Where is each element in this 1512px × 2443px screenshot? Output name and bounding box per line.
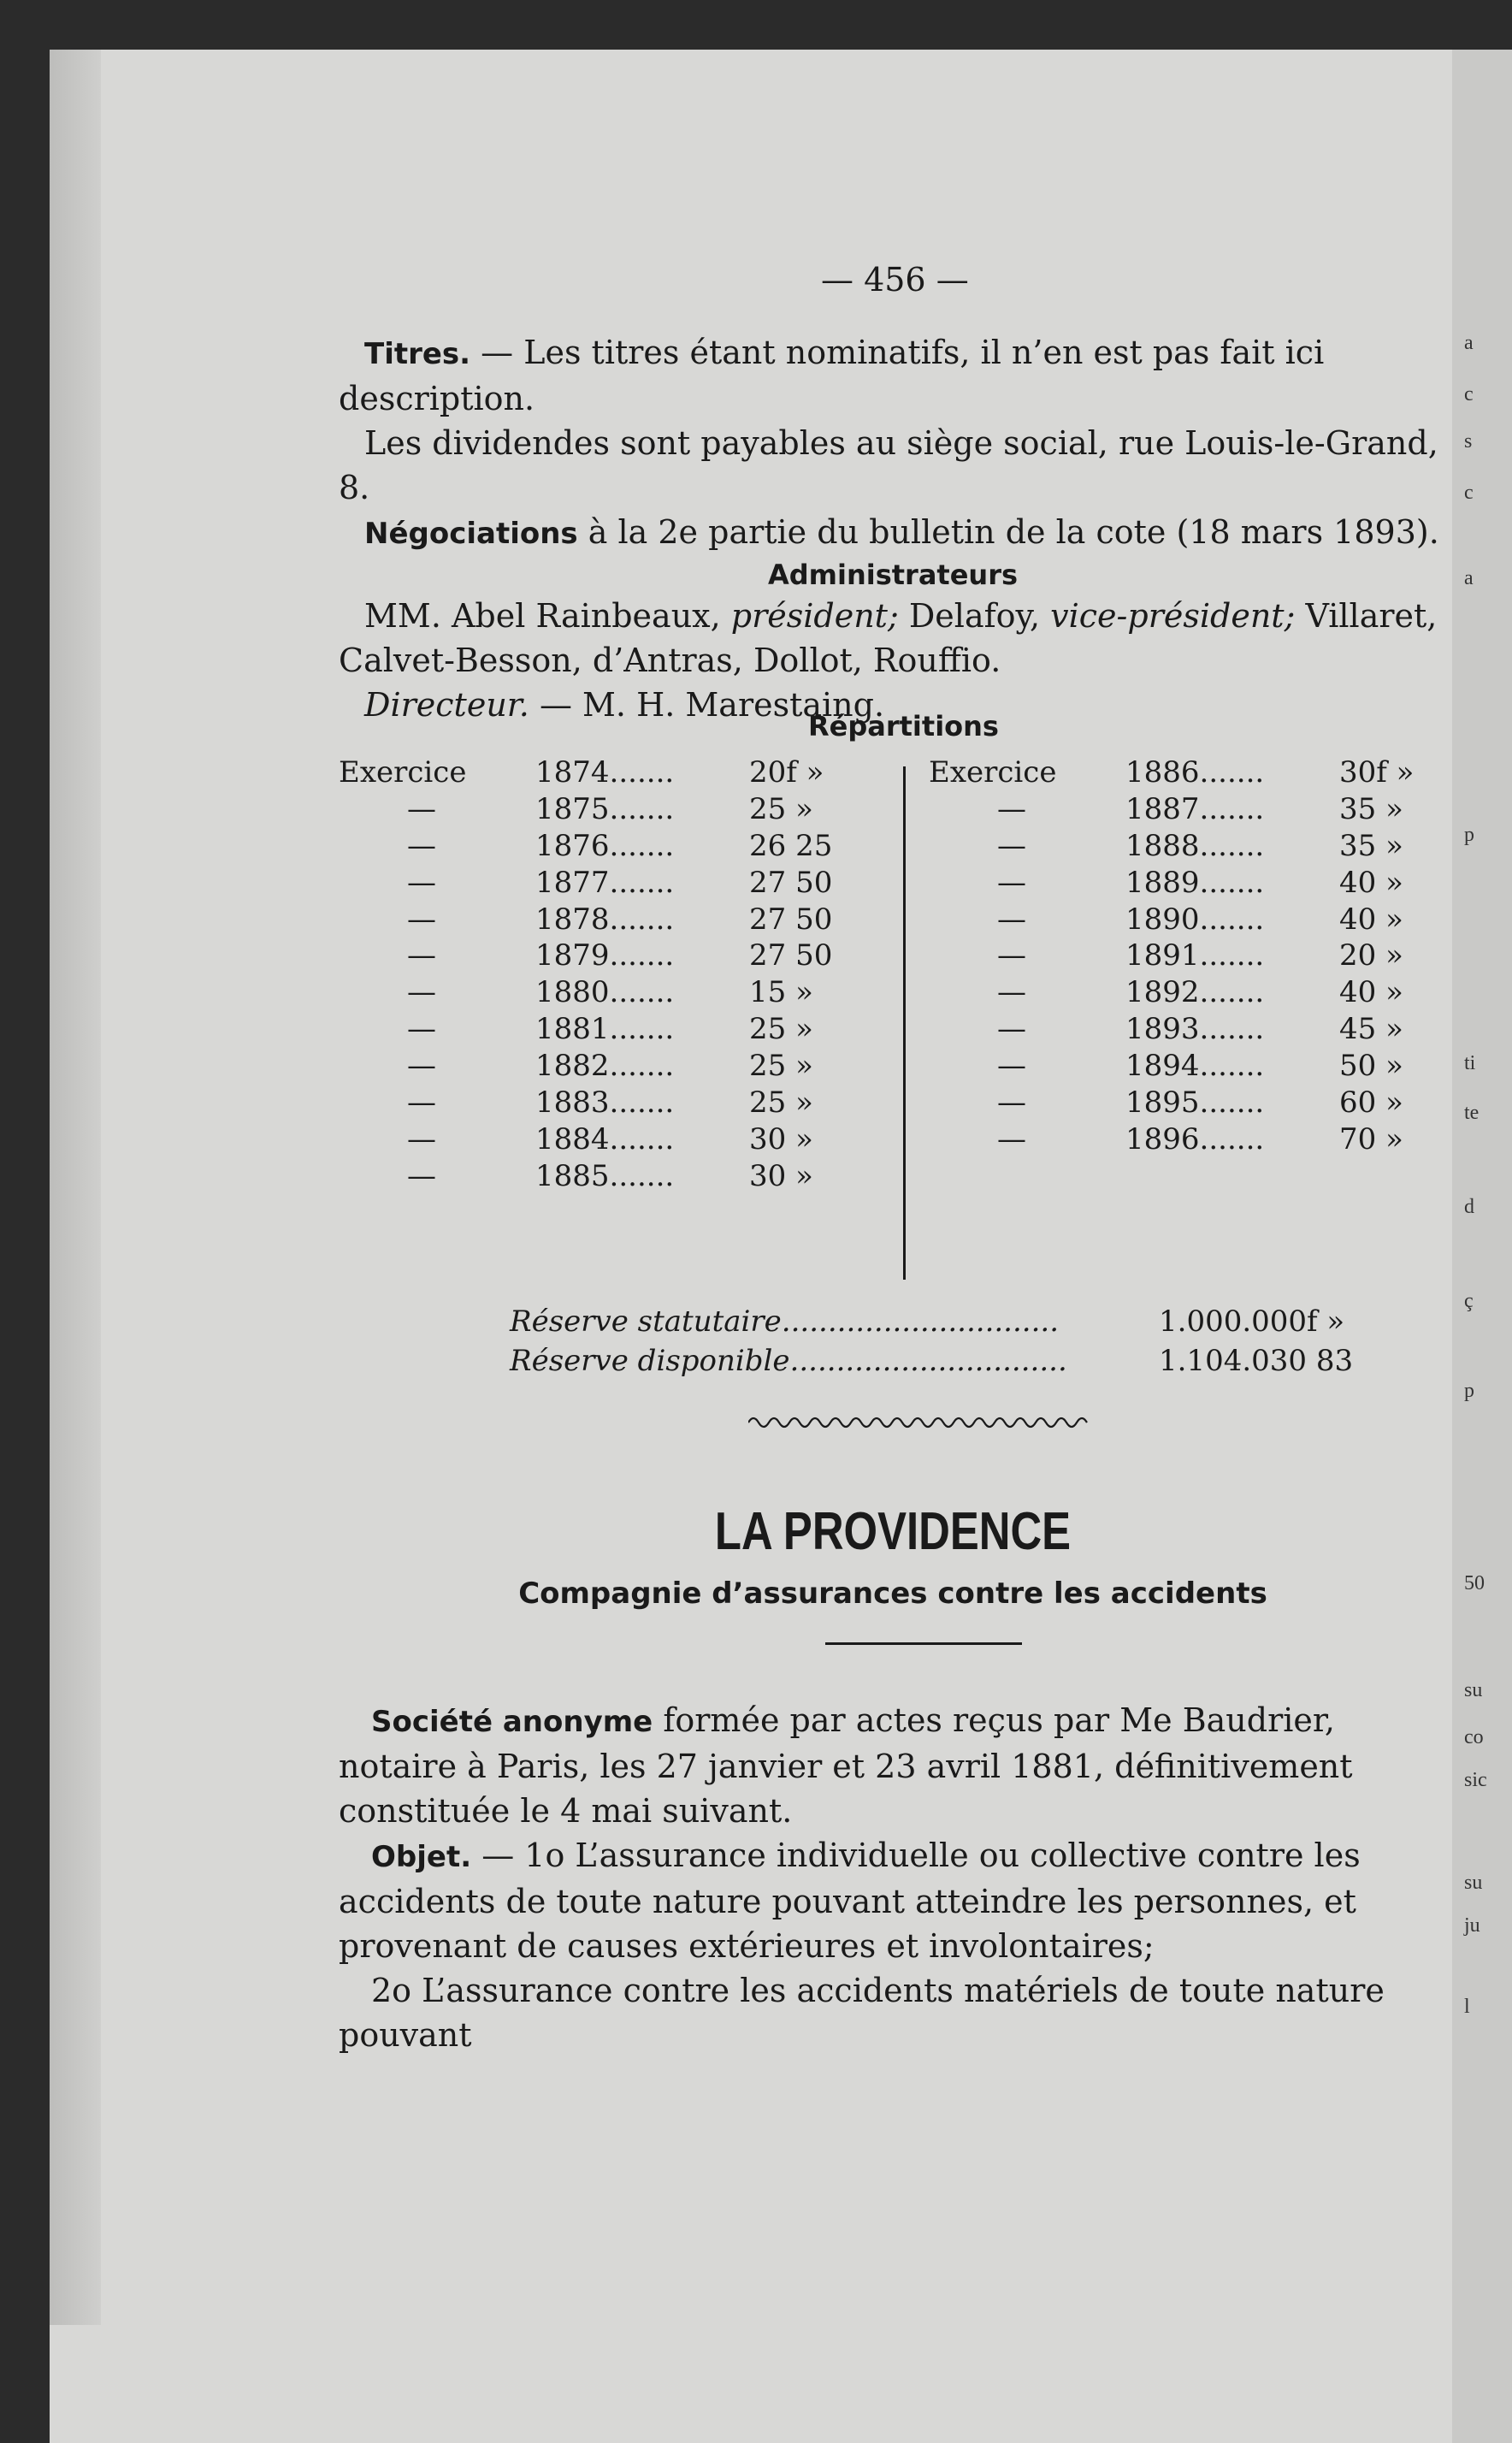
titres-paragraph [339, 330, 1447, 421]
repartition-label: — [407, 1085, 436, 1121]
repartition-value: 27 50 [749, 938, 833, 973]
facing-fragment: co [1464, 1726, 1484, 1748]
reserve-disponible [510, 1344, 1067, 1378]
administrateurs-heading: Administrateurs [767, 559, 1019, 591]
repartition-year: 1888....... [1125, 828, 1265, 863]
repartition-year: 1877....... [535, 865, 675, 900]
titres-text: — Les titres étant nominatifs, il n’en est pas fait ici description. [339, 334, 1325, 417]
repartition-value: 40 » [1339, 902, 1403, 937]
company-subtitle: Compagnie d’assurances contre les accidents [518, 1576, 1267, 1611]
facing-fragment: c [1464, 482, 1474, 504]
reserve-statutaire [510, 1304, 1059, 1339]
repartition-year: 1879....... [535, 938, 675, 973]
repartition-row [339, 938, 895, 974]
title-rule [825, 1642, 1022, 1645]
repartition-row [929, 754, 1459, 791]
facing-fragment: l [1464, 1996, 1470, 2018]
repartition-row [339, 1158, 895, 1195]
column-divider [903, 766, 906, 1280]
facing-page-edge [1452, 50, 1512, 2443]
repartition-row [929, 1085, 1459, 1121]
reserve-disponible-label: Réserve disponible.............................. [510, 1344, 1067, 1378]
repartitions-heading: Répartitions [808, 710, 999, 742]
repartition-value: 35 » [1339, 791, 1403, 826]
repartition-year: 1884....... [535, 1121, 675, 1156]
repartition-row [339, 1085, 895, 1121]
repartition-label: — [997, 902, 1026, 937]
repartition-label: — [407, 1121, 436, 1156]
facing-fragment: c [1464, 383, 1474, 405]
repartition-value: 50 » [1339, 1049, 1403, 1084]
negociations-lead: Négociations [364, 517, 578, 551]
repartition-label: — [407, 1158, 436, 1193]
facing-fragment: a [1464, 332, 1474, 354]
repartition-year: 1892....... [1125, 975, 1265, 1010]
repartition-value: 30 » [749, 1121, 813, 1156]
repartition-row [929, 974, 1459, 1011]
repartition-row [929, 828, 1459, 865]
repartition-year: 1878....... [535, 902, 675, 937]
repartition-label: — [407, 1012, 436, 1047]
repartition-row [929, 1011, 1459, 1048]
repartition-year: 1882....... [535, 1049, 675, 1084]
company-title: LA PROVIDENCE [714, 1502, 1072, 1561]
facing-fragment: ç [1464, 1290, 1474, 1312]
repartition-value: 70 » [1339, 1121, 1403, 1156]
repartition-label: — [407, 791, 436, 826]
repartition-label: — [997, 938, 1026, 973]
repartition-value: 20 » [1339, 938, 1403, 973]
admin-mid: Delafoy, [898, 597, 1051, 635]
facing-fragment: p [1464, 1380, 1474, 1402]
titres-lead: Titres. [364, 337, 471, 371]
administrateurs-paragraph [339, 594, 1447, 683]
repartition-year: 1894....... [1125, 1049, 1265, 1084]
facing-fragment: p [1464, 824, 1474, 846]
repartition-value: 25 » [749, 1085, 813, 1121]
repartition-label: — [407, 865, 436, 900]
negociations-text: à la 2e partie du bulletin de la cote (18 mars 1893). [577, 513, 1439, 551]
wavy-separator [748, 1413, 1090, 1432]
repartition-row [929, 865, 1459, 902]
repartition-row [339, 902, 895, 938]
repartition-value: 35 » [1339, 828, 1403, 863]
facing-fragment: su [1464, 1872, 1483, 1894]
repartition-label: Exercice [339, 755, 467, 790]
repartition-year: 1893....... [1125, 1012, 1265, 1047]
repartition-value: 27 50 [749, 865, 833, 900]
repartition-row [339, 791, 895, 828]
company-paragraphs [339, 1698, 1447, 2057]
repartition-year: 1887....... [1125, 791, 1265, 826]
facing-fragment: su [1464, 1679, 1483, 1701]
repartition-row [339, 974, 895, 1011]
repartition-year: 1875....... [535, 791, 675, 826]
repartition-value: 45 » [1339, 1012, 1403, 1047]
repartition-label: — [997, 1012, 1026, 1047]
repartition-value: 30 » [749, 1158, 813, 1193]
repartition-value: 27 50 [749, 902, 833, 937]
repartition-label: — [997, 1049, 1026, 1084]
directeur-text: — M. H. Marestaing. [529, 686, 885, 724]
facing-fragment: sic [1464, 1769, 1487, 1791]
repartitions-left-column [339, 754, 895, 1195]
dividendes-paragraph: Les dividendes sont payables au siège social, rue Louis-le-Grand, 8. [339, 424, 1438, 506]
repartition-value: 15 » [749, 975, 813, 1010]
repartition-year: 1895....... [1125, 1085, 1265, 1121]
repartitions-right-column [929, 754, 1459, 1158]
top-paragraphs [339, 330, 1447, 727]
reserve-disponible-value: 1.104.030 83 [1159, 1344, 1354, 1378]
repartition-label: — [997, 828, 1026, 863]
repartition-label: — [407, 828, 436, 863]
repartition-year: 1880....... [535, 975, 675, 1010]
admin-role-president: président; [730, 597, 899, 635]
repartition-row [339, 754, 895, 791]
repartition-label: — [407, 1049, 436, 1084]
directeur-label: Directeur. [364, 686, 529, 724]
reserve-statutaire-label: Réserve statutaire.............................. [510, 1304, 1060, 1339]
facing-fragment: ju [1464, 1914, 1480, 1937]
objet-lead: Objet. [371, 1840, 472, 1874]
repartition-label: — [997, 791, 1026, 826]
repartition-value: 26 25 [749, 828, 833, 863]
repartition-row [929, 1121, 1459, 1158]
repartition-label: — [997, 865, 1026, 900]
admin-prefix: MM. Abel Rainbeaux, [364, 597, 731, 635]
admin-rest: Villaret, Calvet-Besson, d’Antras, Dollot, Rouffio. [339, 597, 1438, 679]
facing-fragment: te [1464, 1102, 1480, 1124]
repartition-row [339, 1121, 895, 1158]
repartition-row [339, 828, 895, 865]
repartition-year: 1896....... [1125, 1121, 1265, 1156]
facing-fragment: d [1464, 1196, 1474, 1218]
admin-role-vice-president: vice-président; [1050, 597, 1296, 635]
repartition-label: — [997, 1121, 1026, 1156]
repartition-value: 25 » [749, 1012, 813, 1047]
repartition-label: — [407, 975, 436, 1010]
facing-fragment: s [1464, 430, 1473, 453]
repartition-row [929, 938, 1459, 974]
societe-text: formée par actes reçus par Me Baudrier, notaire à Paris, les 27 janvier et 23 avril 1881, définitivement constituée le 4 mai suivant. [339, 1701, 1353, 1830]
societe-paragraph [339, 1698, 1447, 1833]
page-edge [50, 50, 101, 2325]
repartition-year: 1886....... [1125, 755, 1265, 790]
repartition-year: 1890....... [1125, 902, 1265, 937]
repartition-row [339, 1011, 895, 1048]
objet-text: — 1o L’assurance individuelle ou collective contre les accidents de toute nature pouvant atteindre les personnes, et provenant de causes extérieures et involontaires; [339, 1837, 1361, 1965]
repartition-year: 1881....... [535, 1012, 675, 1047]
repartition-year: 1876....... [535, 828, 675, 863]
repartition-value: 20f » [749, 755, 824, 790]
repartition-year: 1889....... [1125, 865, 1265, 900]
objet-paragraph [339, 1833, 1447, 1968]
repartition-value: 30f » [1339, 755, 1415, 790]
repartition-value: 60 » [1339, 1085, 1403, 1121]
repartition-label: — [997, 1085, 1026, 1121]
facing-fragment: 50 [1464, 1572, 1485, 1594]
repartition-value: 40 » [1339, 975, 1403, 1010]
page-number: — 456 — [821, 261, 969, 299]
repartition-row [929, 791, 1459, 828]
repartition-year: 1874....... [535, 755, 675, 790]
repartition-value: 25 » [749, 1049, 813, 1084]
repartition-label: — [407, 938, 436, 973]
facing-fragment: ti [1464, 1052, 1476, 1074]
repartition-label: — [407, 902, 436, 937]
repartition-label: Exercice [929, 755, 1057, 790]
repartition-year: 1883....... [535, 1085, 675, 1121]
repartition-year: 1885....... [535, 1158, 675, 1193]
repartition-row [929, 902, 1459, 938]
facing-fragment: a [1464, 567, 1474, 589]
reserve-statutaire-value: 1.000.000f » [1159, 1304, 1345, 1339]
repartition-row [339, 1048, 895, 1085]
repartition-label: — [997, 975, 1026, 1010]
objet2-paragraph: 2o L’assurance contre les accidents matériels de toute nature pouvant [339, 1972, 1385, 2054]
repartition-row [339, 865, 895, 902]
negociations-paragraph [339, 510, 1447, 556]
societe-lead: Société anonyme [371, 1705, 653, 1739]
repartition-row [929, 1048, 1459, 1085]
repartition-value: 40 » [1339, 865, 1403, 900]
repartition-year: 1891....... [1125, 938, 1265, 973]
repartition-value: 25 » [749, 791, 813, 826]
